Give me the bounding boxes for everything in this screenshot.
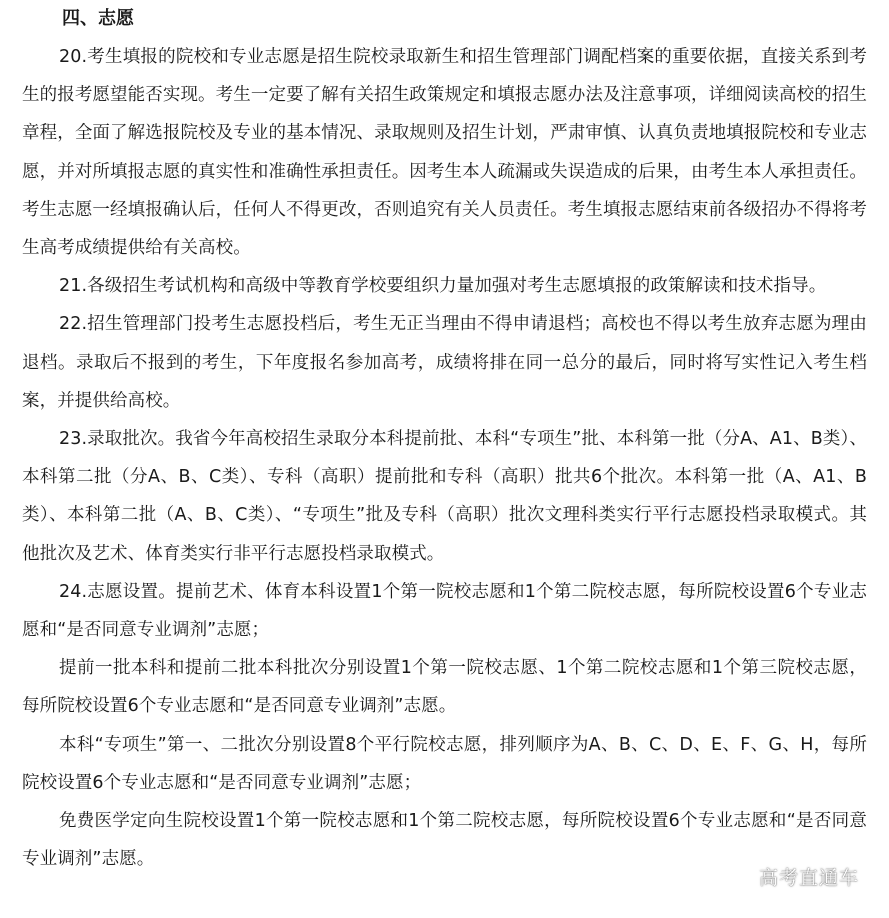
paragraph-24: 24.志愿设置。提前艺术、体育本科设置1个第一院校志愿和1个第二院校志愿，每所院校设置6个专业志愿和“是否同意专业调剂”志愿； [22,581,867,641]
paragraph-20: 20.考生填报的院校和专业志愿是招生院校录取新生和招生管理部门调配档案的重要依据，直接关系到考生的报考愿望能否实现。考生一定要了解有关招生政策规定和填报志愿办法及注意事项，详细阅读高校的招生章程，全面了解选报院校及专业的基本情况、录取规则及招生计划，严肃审慎、认真负责地填报院校和专业志愿，并对所填报志愿的真实性和准确性承担责任。因考生本人疏漏或失误造成的后果，由考生本人承担责任。考生志愿一经填报确认后，任何人不得更改，否则追究有关人员责任。考生填报志愿结束前各级招办不得将考生高考成绩提供给有关高校。 [22,47,867,259]
paragraph-24-special-batch: 本科“专项生”第一、二批次分别设置8个平行院校志愿，排列顺序为A、B、C、D、E、F、G、H，每所院校设置6个专业志愿和“是否同意专业调剂”志愿； [22,734,867,793]
watermark: 高考直通车 [758,867,859,889]
paragraph-21: 21.各级招生考试机构和高级中等教育学校要组织力量加强对考生志愿填报的政策解读和技术指导。 [59,276,827,297]
section-heading: 四、志愿 [62,8,134,29]
paragraph-24-medical-batch: 免费医学定向生院校设置1个第一院校志愿和1个第二院校志愿，每所院校设置6个专业志愿和“是否同意专业调剂”志愿。 [22,811,867,870]
paragraph-22: 22.招生管理部门投考生志愿投档后，考生无正当理由不得申请退档；高校也不得以考生放弃志愿为理由退档。录取后不报到的考生，下年度报名参加高考，成绩将排在同一总分的最后，同时将写实性记入考生档案，并提供给高校。 [22,314,867,411]
paragraph-24-early-batch: 提前一批本科和提前二批本科批次分别设置1个第一院校志愿、1个第二院校志愿和1个第三院校志愿，每所院校设置6个专业志愿和“是否同意专业调剂”志愿。 [22,658,867,717]
document-body [22,0,867,878]
paragraph-23: 23.录取批次。我省今年高校招生录取分本科提前批、本科“专项生”批、本科第一批（分A、A1、B类）、本科第二批（分A、B、C类）、专科（高职）提前批和专科（高职）批共6个批次。本科第一批（A、A1、B类）、本科第二批（A、B、C类）、“专项生”批及专科（高职）批次文理科类实行平行志愿投档录取模式。其他批次及艺术、体育类实行非平行志愿投档录取模式。 [22,429,867,564]
